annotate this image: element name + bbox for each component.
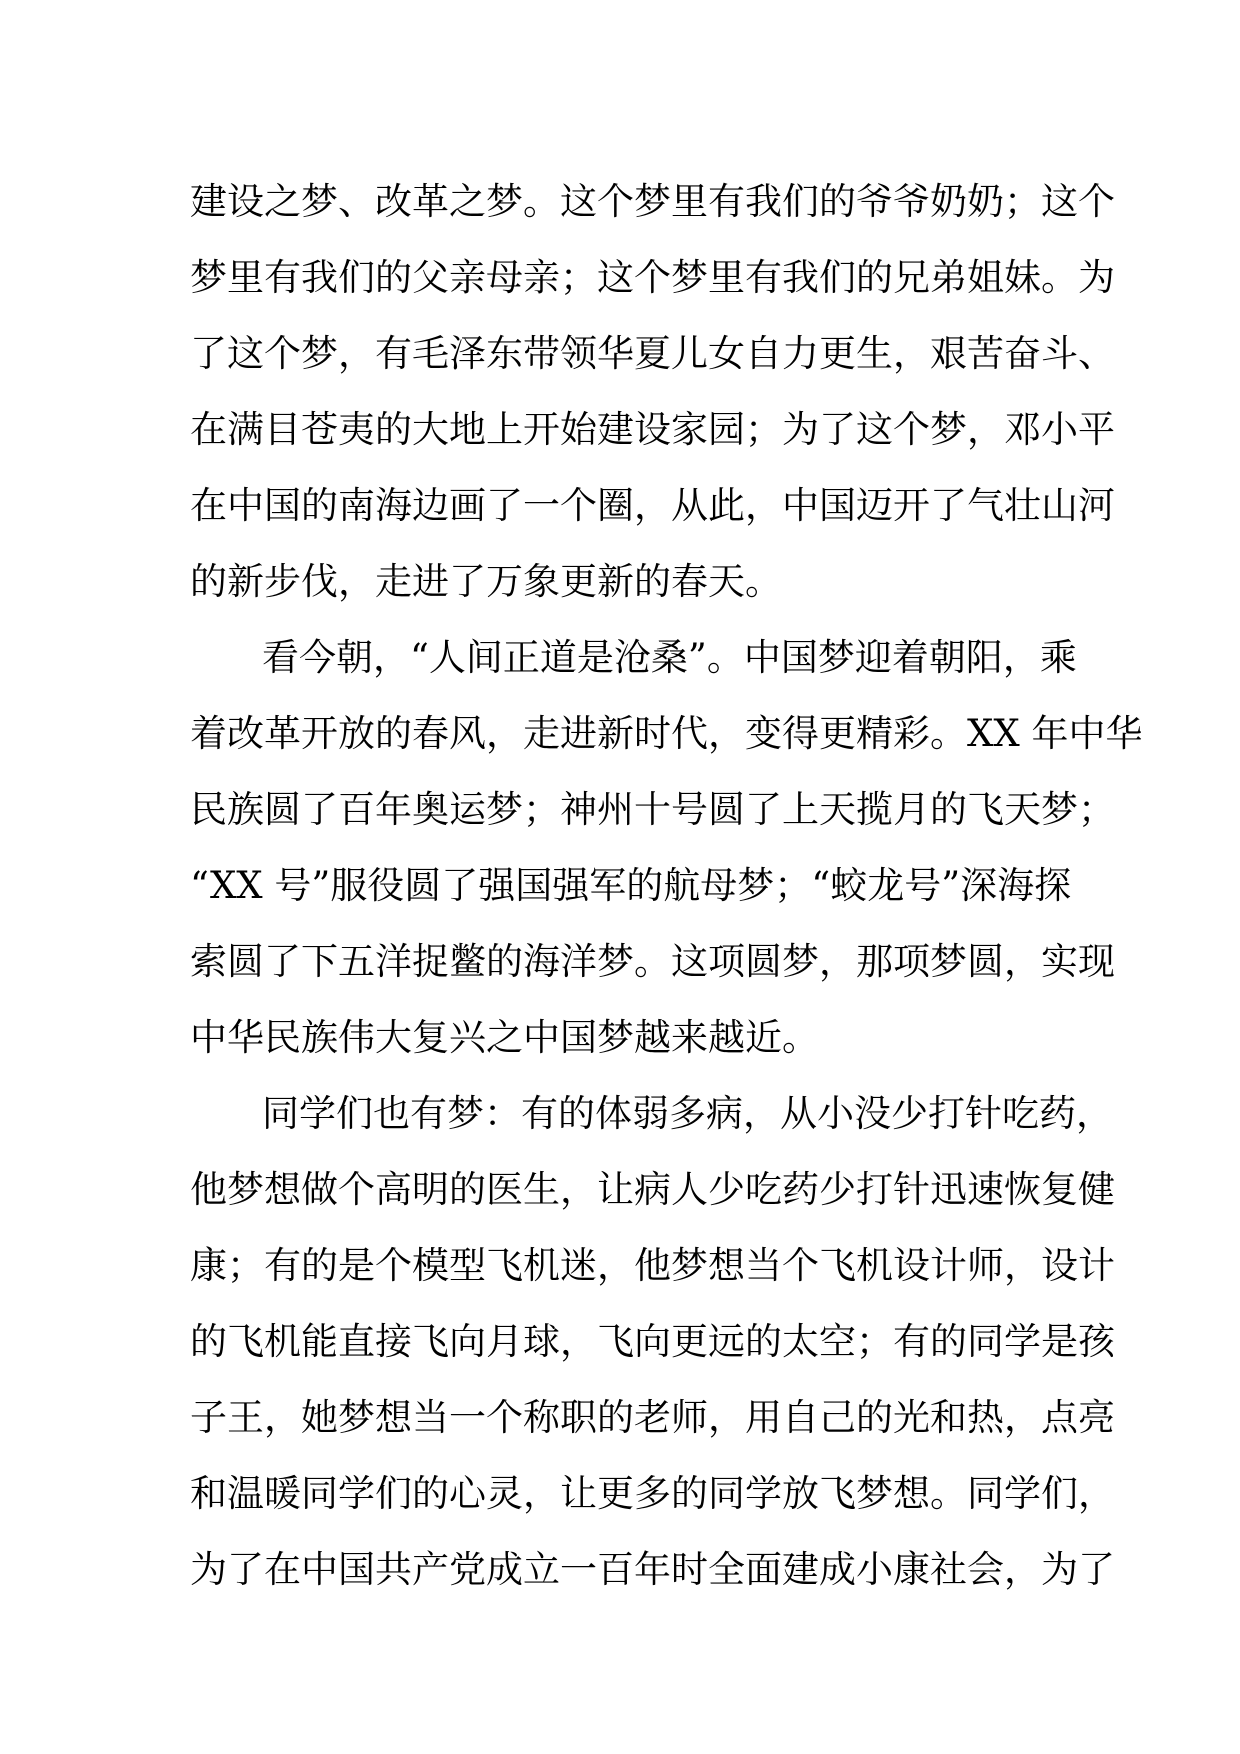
text-line: 的飞机能直接飞向月球，飞向更远的太空；有的同学是孩: [190, 1320, 1115, 1363]
text-line: 建设之梦、改革之梦。这个梦里有我们的爷爷奶奶；这个: [190, 180, 1115, 223]
text-line: 和温暖同学们的心灵，让更多的同学放飞梦想。同学们，: [190, 1472, 1115, 1515]
text-line: 为了在中国共产党成立一百年时全面建成小康社会，为了: [190, 1548, 1115, 1591]
text-line: 在满目苍夷的大地上开始建设家园；为了这个梦，邓小平: [190, 408, 1115, 451]
text-line: 中华民族伟大复兴之中国梦越来越近。: [190, 1016, 819, 1059]
text-line: 在中国的南海边画了一个圈，从此，中国迈开了气壮山河: [190, 484, 1115, 527]
text-line: 着改革开放的春风，走进新时代，变得更精彩。XX 年中华: [190, 712, 1143, 755]
paragraph-3: [190, 1076, 1115, 1608]
paragraph-2: [190, 620, 1143, 1076]
text-line: 索圆了下五洋捉鳖的海洋梦。这项圆梦，那项梦圆，实现: [190, 940, 1115, 983]
text-line: “XX 号”服役圆了强国强军的航母梦；“蛟龙号”深海探: [190, 864, 1072, 907]
text-line: 梦里有我们的父亲母亲；这个梦里有我们的兄弟姐妹。为: [190, 256, 1115, 299]
text-line: 他梦想做个高明的医生，让病人少吃药少打针迅速恢复健: [190, 1168, 1115, 1211]
text-line: 了这个梦，有毛泽东带领华夏儿女自力更生，艰苦奋斗、: [190, 332, 1115, 375]
text-line: 同学们也有梦：有的体弱多病，从小没少打针吃药，: [262, 1092, 1113, 1135]
text-line: 子王，她梦想当一个称职的老师，用自己的光和热，点亮: [190, 1396, 1115, 1439]
body-text: [190, 164, 1143, 1608]
text-line: 康；有的是个模型飞机迷，他梦想当个飞机设计师，设计: [190, 1244, 1115, 1287]
text-line: 民族圆了百年奥运梦；神州十号圆了上天揽月的飞天梦；: [190, 788, 1115, 831]
text-line: 的新步伐，走进了万象更新的春天。: [190, 560, 782, 603]
paragraph-1: [190, 164, 1115, 620]
text-line: 看今朝，“人间正道是沧桑”。中国梦迎着朝阳，乘: [262, 636, 1077, 679]
